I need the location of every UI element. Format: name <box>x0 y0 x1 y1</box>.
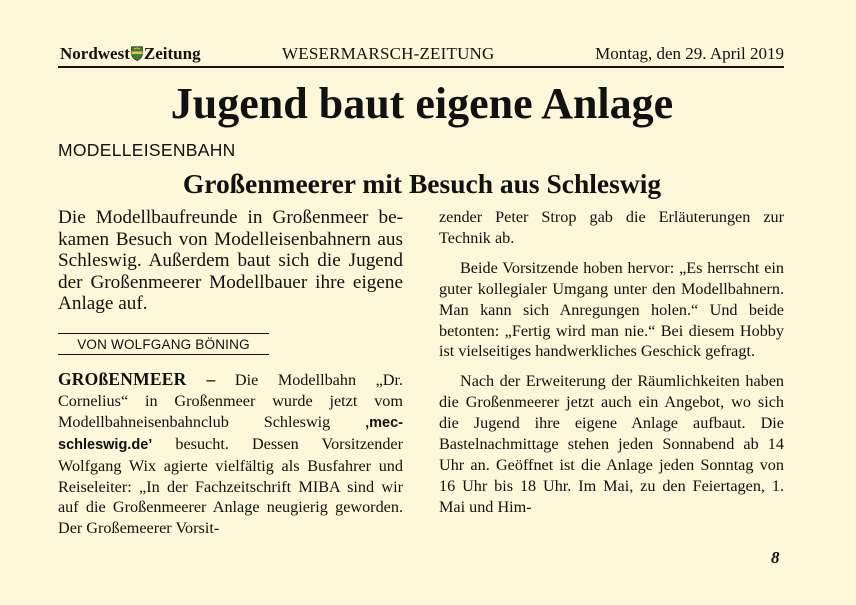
masthead <box>60 44 201 64</box>
kicker: MODELLEISENBAHN <box>58 140 236 160</box>
club-url: ‚mec-schleswig.de’ <box>58 414 403 453</box>
masthead-left: Nordwest <box>60 44 130 63</box>
column-left <box>58 207 403 539</box>
coat-of-arms-icon <box>131 46 143 61</box>
section-name: WESERMARSCH-ZEITUNG <box>282 44 495 63</box>
body-paragraph-1 <box>58 369 403 539</box>
headline: Jugend baut eigene Anlage <box>170 79 674 128</box>
body-paragraph-3: Nach der Erweiterung der Räumlichkeiten haben die Großenmeerer jetzt auch ein Angebot, wo sich die Jugend ihre eigene Anlage aufbaut. Die Bastelnachmittage stehen jeden Sonnabend ab 14 Uhr an. Geöffnet ist die Anlage jeden Sonntag von 16 Uhr bis 18 Uhr. Im Mai, zu den Feiertagen, 1. Mai und Him- <box>439 372 784 516</box>
body-paragraph-1-start: Die Modellbahn „Dr. Cornelius“ in Großenmeer wurde jetzt vom Modellbahneisenbahnclub Schleswig <box>58 370 403 431</box>
byline-rule-top <box>58 333 269 334</box>
dateline: GROßENMEER – <box>58 368 216 389</box>
subheadline: Großenmeerer mit Besuch aus Schleswig <box>182 168 662 199</box>
newspaper-header <box>60 44 784 64</box>
byline-box <box>58 333 269 357</box>
body-paragraph-1-continued: besucht. Dessen Vorsitzender Wolfgang Wix agierte vielfältig als Busfahrer und Reiseleiter: „In der Fachzeitschrift MIBA sind wir auf die Großenmeerer Anlage neugierig geworden. Der Großemeerer Vorsit- <box>58 434 403 538</box>
column-right <box>439 207 784 518</box>
body-paragraph-1-end: zender Peter Strop gab die Erläuterungen zur Technik ab. <box>439 208 784 247</box>
masthead-right: Zeitung <box>143 44 201 63</box>
header-rule <box>58 66 784 68</box>
page-number: 8 <box>771 548 780 567</box>
lead-paragraph: Die Modellbaufreunde in Großenmeer bekamen Besuch von Modelleisenbahnern aus Schleswig. Außerdem baut sich die Jugend der Großenmeerer Modellbauer ihre eigene Anlage auf. <box>58 207 403 315</box>
body-paragraph-2: Beide Vorsitzende hoben hervor: „Es herrscht ein guter kollegialer Umgang unter den Modellbahnern. Man kann sich Anregungen holen.“ Und beide betonten: „Fertig wird man nie.“ Bei diesem Hobby ist vielseitiges handwerkliches Geschick gefragt. <box>439 258 784 361</box>
issue-date: Montag, den 29. April 2019 <box>595 44 784 63</box>
byline: VON WOLFGANG BÖNING <box>77 336 250 352</box>
byline-rule-bottom <box>58 354 269 355</box>
